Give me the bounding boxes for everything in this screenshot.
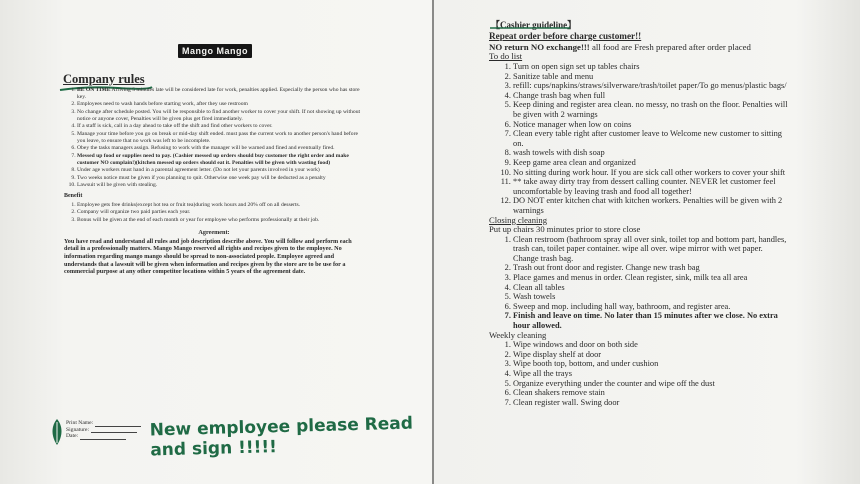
print-name-field[interactable]	[66, 420, 141, 427]
agreement-title: Agreement:	[198, 228, 230, 236]
signature-fields	[66, 420, 141, 440]
todo-item: 5. Keep dining and register area clean. no messy, no trash on the floor. Penalties will be given with 2 warnings	[513, 100, 789, 119]
weekly-item: 7. Clean register wall. Swing door	[513, 398, 789, 408]
rules-list	[64, 87, 364, 189]
todo-item: 10. No sitting during work hour. If you are sick call other workers to cover your shift	[513, 168, 789, 178]
closing-list	[489, 235, 789, 331]
benefit-item: 3. Bonus will be given at the end of each month or year for employee who performs professionally at their job.	[77, 217, 364, 224]
todo-item: 1. Turn on open sign set up tables chairs	[513, 62, 789, 72]
todo-item: 7. Clean every table right after customer leave to Welcome new customer to sitting on.	[513, 129, 789, 148]
rule-item	[77, 153, 364, 167]
rule-text: Arriving 5 minutes late will be considered late for work, penalties applied. Especially the person who has store key.	[77, 87, 360, 100]
rule-item	[77, 167, 364, 174]
signature-field[interactable]	[66, 427, 141, 434]
rule-text: Under age workers must hand in a parental agreement letter. (Do not let your parents involved in your work)	[77, 167, 320, 174]
signature-label: Signature:	[66, 426, 89, 433]
todo-item: 12. DO NOT enter kitchen chat with kitchen workers. Penalties will be given with 2 warnings	[513, 196, 789, 215]
todo-title: To do list	[489, 51, 523, 61]
closing-title: Closing cleaning	[489, 214, 547, 225]
green-leaf-doodle	[50, 418, 64, 446]
repeat-order-line: Repeat order before charge customer!!	[489, 31, 642, 41]
cashier-lists	[489, 62, 789, 407]
company-rules-heading: Company rules	[63, 72, 145, 86]
rule-item	[77, 87, 364, 101]
rule-item	[77, 182, 364, 189]
benefit-item: 2. Company will organize two paid parties each year.	[77, 209, 364, 216]
rule-item	[77, 145, 364, 152]
closing-item: 4. Clean all tables	[513, 283, 789, 293]
closing-item: 6. Sweep and mop. including hall way, bathroom, and register area.	[513, 302, 789, 312]
rule-text: Two weeks notice must be given if you planning to quit. Otherwise one week pay will be deducted as a penalty	[77, 174, 326, 181]
rule-text: Manage your time before you go on break or mid-day shift ended. must pass the current work to another person's hand before you leave, to ensure that no work was left to be incomplete.	[77, 130, 358, 144]
rule-text: If a staff is sick, call in a day ahead to take off the shift and find other workers to cover.	[77, 123, 273, 130]
todo-list	[489, 62, 789, 216]
date-field[interactable]	[66, 433, 141, 440]
rule-text: Lawsuit will be given with stealing.	[77, 182, 158, 189]
weekly-item: 3. Wipe booth top, bottom, and under cushion	[513, 359, 789, 369]
handwritten-note-line-2: and sign !!!!!	[150, 437, 278, 461]
closing-item: 1. Clean restroom (bathroom spray all over sink, toilet top and bottom part, handles, trash can, toilet paper container. wipe all over. wipe mirror with wet paper. Change trash bag.	[513, 235, 789, 264]
rule-text: No change after schedule posted. You will be responsible to find another worker to cover your shift. If not showing up without notice or anyone cover, Penalties will be given plus get fired immediately.	[77, 108, 361, 122]
green-underline	[489, 26, 571, 30]
rule-lead: BE ON TIME	[77, 87, 111, 93]
weekly-item: 4. Wipe all the trays	[513, 369, 789, 379]
benefit-item: 1. Employee gets free drinks(except hot tea or fruit tea)during work hours and 20% off on all desserts.	[77, 202, 364, 209]
weekly-item: 5. Organize everything under the counter and wipe off the dust	[513, 379, 789, 389]
benefit-title: Benefit	[64, 193, 83, 200]
rule-item	[77, 131, 364, 145]
no-return-bold: NO return NO exchange!!!	[489, 42, 590, 52]
closing-item: 7. Finish and leave on time. No later than 15 minutes after we close. No extra hour allowed.	[513, 311, 789, 330]
rule-item	[77, 175, 364, 182]
handwritten-note	[150, 414, 414, 461]
benefits-list	[64, 202, 364, 224]
weekly-item: 1. Wipe windows and door on both side	[513, 340, 789, 350]
todo-item: 3. refill: cups/napkins/straws/silverware/trash/toilet paper/To go menus/plastic bags/	[513, 81, 789, 91]
closing-item: 5. Wash towels	[513, 292, 789, 302]
closing-item: 3. Place games and menus in order. Clean register, sink, milk tea all area	[513, 273, 789, 283]
weekly-title: Weekly cleaning	[489, 329, 547, 340]
rule-text: Employees need to wash hands before starting work, after they use restroom	[77, 101, 248, 108]
rule-lead: Messed up food or supplies need to pay. (Cashier messed up orders should buy customer the right order and make customer NO complain!)(kitchen messed up orders should eat it. Penalties will be given with wasting food)	[77, 152, 349, 166]
rule-text: Obey the tasks managers assign. Refusing to work with the manager will be warned and fined and eventually fired.	[77, 145, 335, 152]
todo-item: 2. Sanitize table and menu	[513, 72, 789, 82]
cashier-guideline-title: 【Cashier guideline】	[491, 20, 577, 30]
rule-item	[77, 109, 364, 123]
weekly-list	[489, 340, 789, 407]
company-rules-section	[64, 87, 364, 276]
mango-mango-logo: Mango Mango	[178, 44, 252, 58]
date-label: Date:	[66, 433, 79, 440]
closing-item: 2. Trash out front door and register. Change new trash bag	[513, 263, 789, 273]
handwritten-note-line-1: New employee please Read	[149, 413, 414, 441]
rule-item	[77, 123, 364, 130]
print-name-label: Print Name:	[66, 420, 94, 426]
todo-item: 4. Change trash bag when full	[513, 91, 789, 101]
todo-item: 8. wash towels with dish soap	[513, 148, 789, 158]
weekly-item: 6. Clean shakers remove stain	[513, 388, 789, 398]
closing-intro: Put up chairs 30 minutes prior to store close	[489, 224, 641, 235]
no-return-line	[489, 42, 751, 52]
todo-item: 11. ** take away dirty tray from dessert calling counter. NEVER let customer feel uncomfortable by leaving trash and food all together!	[513, 177, 789, 196]
todo-item: 6. Notice manager when low on coins	[513, 120, 789, 130]
todo-item: 9. Keep game area clean and organized	[513, 158, 789, 168]
weekly-item: 2. Wipe display shelf at door	[513, 350, 789, 360]
no-return-rest: all food are Fresh prepared after order placed	[589, 42, 751, 52]
rule-item	[77, 101, 364, 108]
agreement-text: You have read and understand all rules and job description describe above. You will follow and perform each detail in a professionally matters. Mango Mango reserved all rights and recipes given to the employee. No information regarding mango mango should be spread to non-associated people. Employee agreed and understands that a lawsuit will be given when information and recipes given by the store are to be use for a commercial purpose at any other competitor locations within 5 years of the agreement date.	[64, 237, 352, 276]
